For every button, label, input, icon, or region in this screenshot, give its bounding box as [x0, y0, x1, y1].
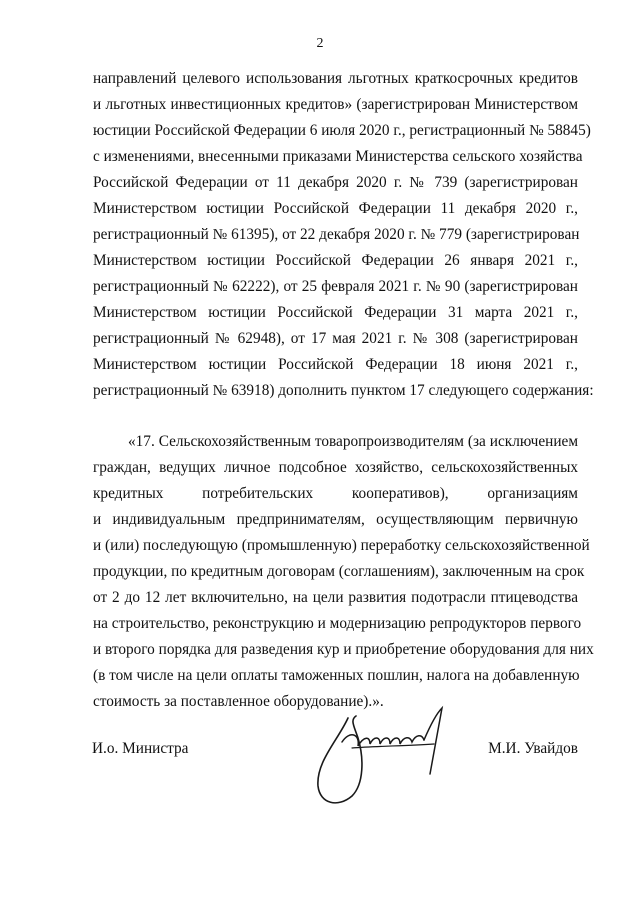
quote-line: на строительство, реконструкцию и модернизацию репродукторов первого — [93, 615, 582, 632]
body-line: юстиции Российской Федерации 6 июля 2020 г., регистрационный № 58845) — [93, 122, 591, 139]
body-line: регистрационный № 61395), от 22 декабря 2020 г. № 779 (зарегистрирован — [93, 226, 580, 243]
body-line: и льготных инвестиционных кредитов» (зарегистрирован Министерством — [93, 96, 578, 113]
quote-line: граждан, ведущих личное подсобное хозяйство, сельскохозяйственных — [93, 459, 578, 476]
quote-line: (в том числе на цели оплаты таможенных пошлин, налога на добавленную — [93, 667, 580, 684]
quote-line: и второго порядка для разведения кур и приобретение оборудования для них — [93, 641, 594, 658]
body-line: Российской Федерации от 11 декабря 2020 г. № 739 (зарегистрирован — [93, 174, 578, 191]
signature-block — [0, 728, 640, 828]
body-line: Министерством юстиции Российской Федерации 31 марта 2021 г., — [93, 304, 578, 321]
quote-line: и индивидуальным предпринимателям, осуществляющим первичную — [93, 511, 578, 528]
body-line: Министерством юстиции Российской Федерации 18 июня 2021 г., — [93, 356, 578, 373]
body-line: направлений целевого использования льготных краткосрочных кредитов — [93, 70, 578, 87]
quote-line: и (или) последующую (промышленную) переработку сельскохозяйственной — [93, 537, 590, 554]
quote-line: стоимость за поставленное оборудование).». — [93, 693, 384, 710]
signer-role: И.о. Министра — [92, 740, 189, 757]
body-line: регистрационный № 63918) дополнить пунктом 17 следующего содержания: — [93, 382, 594, 399]
quote-line: кредитных потребительских кооперативов), организациям — [93, 485, 578, 502]
signer-name: М.И. Увайдов — [488, 740, 578, 757]
body-line: Министерством юстиции Российской Федерации 11 декабря 2020 г., — [93, 200, 578, 217]
quote-line: «17. Сельскохозяйственным товаропроизводителям (за исключением — [128, 433, 578, 450]
page-number: 2 — [316, 36, 324, 51]
quote-line: от 2 до 12 лет включительно, на цели развития подотрасли птицеводства — [93, 589, 578, 606]
handwritten-signature — [308, 700, 458, 820]
body-line: регистрационный № 62948), от 17 мая 2021 г. № 308 (зарегистрирован — [93, 330, 578, 347]
body-line: регистрационный № 62222), от 25 февраля 2021 г. № 90 (зарегистрирован — [93, 278, 578, 295]
body-line: Министерством юстиции Российской Федерации 26 января 2021 г., — [93, 252, 578, 269]
body-line: с изменениями, внесенными приказами Министерства сельского хозяйства — [93, 148, 583, 165]
quote-line: продукции, по кредитным договорам (соглашениям), заключенным на срок — [93, 563, 585, 580]
